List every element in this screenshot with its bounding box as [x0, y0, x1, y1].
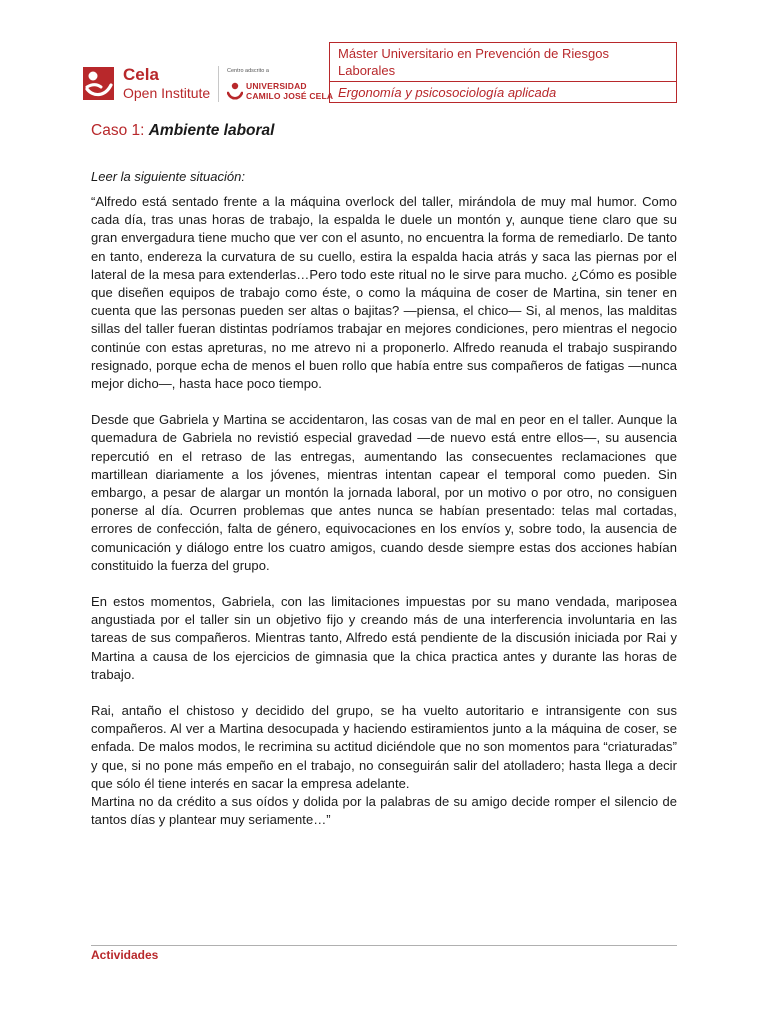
case-narrative: [91, 193, 677, 848]
footer-divider: [91, 945, 677, 946]
case-number: Caso 1:: [91, 122, 145, 139]
program-title: Máster Universitario en Prevención de Riesgos Laborales: [338, 46, 609, 78]
footer-section-label: Actividades: [91, 948, 159, 962]
paragraph-2: Desde que Gabriela y Martina se accidentaron, las cosas van de mal en peor en el taller. Aunque la quemadura de Gabriela no revistió especial gravedad —de nuevo está entre ellos—, su ausencia repercutió en el retraso de las entregas, aumentando las consecuentes reclamaciones que martillean diariamente a los jóvenes, mientras intentan capear el temporal como pueden. Sin embargo, a pesar de alargar un montón la jornada laboral, por un motivo o por otro, no consiguen ponerse al día. Ocurren problemas que antes nunca se habían presentado: telas mal cortadas, errores de confección, falta de género, equivocaciones en los envíos y, sobre todo, la ausencia de comunicación y diálogo entre los cuatro amigos, cuando desde siempre estas dos acciones habían constituido la fuerza del grupo.: [91, 412, 677, 573]
header-divider: [330, 81, 676, 82]
logo-divider: [218, 66, 219, 102]
university-name-line1: UNIVERSIDAD: [246, 81, 307, 91]
case-heading: [91, 121, 274, 141]
affiliation-note: Centro adscrito a: [227, 68, 269, 74]
case-title: Ambiente laboral: [148, 122, 275, 139]
university-logo-icon: [227, 81, 243, 101]
institute-name: Cela: [123, 65, 159, 84]
paragraph-3: En estos momentos, Gabriela, con las limitaciones impuestas por su mano vendada, mariposea angustiada por el taller sin un objetivo fijo y creando más de una interferencia involuntaria en las tareas de sus compañeros. Mientras tanto, Alfredo está pendiente de la discusión iniciada por Rai y Martina a causa de los ejercicios de gimnasia que la chica practica antes y durante las horas de trabajo.: [91, 594, 677, 682]
university-name-line2: CAMILO JOSÉ CELA: [246, 91, 334, 101]
subject-title: Ergonomía y psicosociología aplicada: [338, 85, 557, 100]
paragraph-4: Rai, antaño el chistoso y decidido del grupo, se ha vuelto autoritario e intransigente con sus compañeros. Al ver a Martina desocupada y haciendo estiramientos junto a la máquina de coser, se enfada. De malos modos, le recrimina su actitud diciéndole que no son momentos para “criaturadas” y que, si no pone más empeño en el trabajo, no conseguirán salir del atolladero; hasta llega a decir que sólo él tiene interés en sacar la empresa adelante.: [91, 703, 677, 791]
paragraph-1: “Alfredo está sentado frente a la máquina overlock del taller, mirándola de muy mal humor. Como cada día, tras unas horas de trabajo, la espalda le duele un montón y, aunque tiene claro que su gran envergadura tiene mucho que ver con el asunto, no encuentra la forma de remediarlo. De tanto en tanto, endereza la curvatura de su cuello, estira la espalda hacia atrás y saca las piernas por el lateral de la mesa para extenderlas…Pero todo este ritual no le sirve para mucho. ¿Cómo es posible que diseñen equipos de trabajo como éste, o como la máquina de coser de Martina, sin tener en cuenta que las personas pueden ser altas o bajitas? —piensa, el chico— Si, al menos, las malditas sillas del taller fueran distintas podríamos trabajar en mejores condiciones, pero mientras el negocio continúe con estas apreturas, no me atrevo ni a proponerlo. Alfredo reanuda el trabajo suspirando resignado, porque echa de menos el buen rollo que había entre sus compañeros de fatigas —nunca mejor dicho—, hasta hace poco tiempo.: [91, 194, 677, 392]
case-instruction: Leer la siguiente situación:: [91, 169, 245, 184]
course-header-box: [329, 42, 677, 103]
cela-logo-icon: [83, 67, 114, 100]
institute-subtitle: Open Institute: [123, 85, 211, 101]
paragraph-5: Martina no da crédito a sus oídos y dolida por la palabras de su amigo decide romper el silencio de tantos días y plantear muy seriamente…”: [91, 794, 677, 828]
